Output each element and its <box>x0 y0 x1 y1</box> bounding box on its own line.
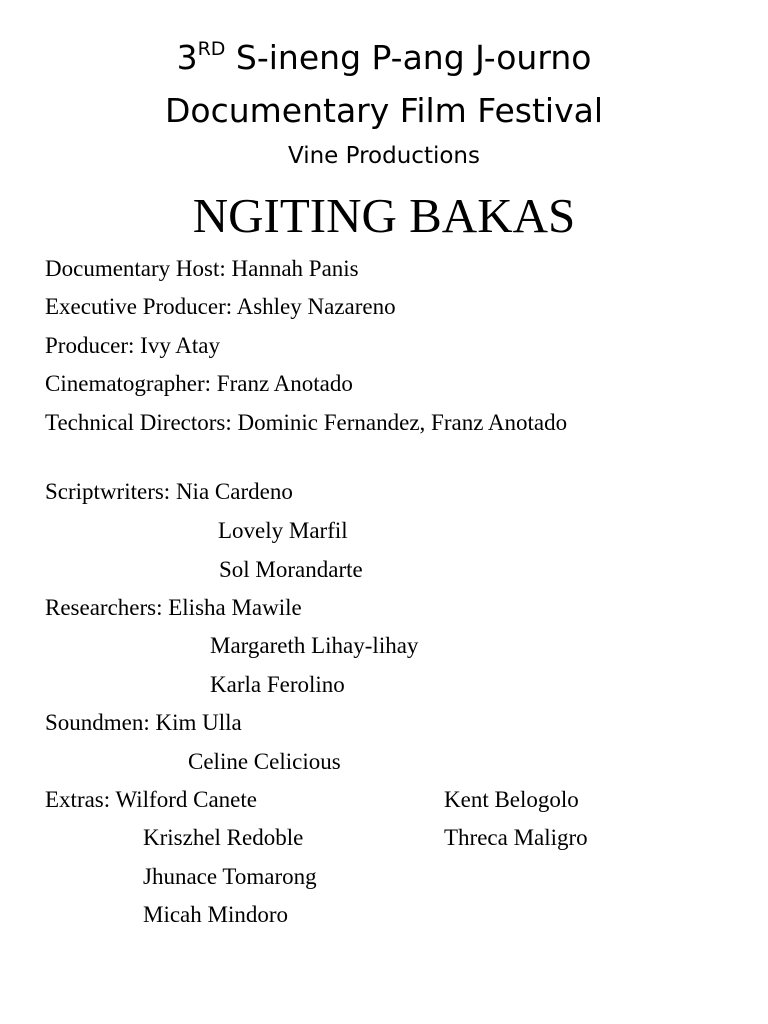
credit-technical-directors: Technical Directors: Dominic Fernandez, Franz Anotado <box>45 410 568 435</box>
credit-researcher: Margareth Lihay-lihay <box>210 633 419 658</box>
credit-extra: Kriszhel Redoble <box>143 825 304 850</box>
festival-title-line-1 <box>0 38 768 83</box>
credit-extra: Jhunace Tomarong <box>143 864 317 889</box>
production-company: Vine Productions <box>287 143 480 169</box>
credit-extra: Micah Mindoro <box>143 902 289 927</box>
credit-extra: Kent Belogolo <box>444 787 579 812</box>
credit-soundman: Celine Celicious <box>188 749 341 774</box>
festival-ordinal: 3 <box>176 38 198 77</box>
credit-cinematographer: Cinematographer: Franz Anotado <box>45 371 353 396</box>
credit-scriptwriter: Scriptwriters: Nia Cardeno <box>45 479 293 504</box>
festival-ordinal-suffix: RD <box>197 38 226 60</box>
credit-producer: Producer: Ivy Atay <box>45 333 221 358</box>
credit-documentary-host: Documentary Host: Hannah Panis <box>45 256 359 281</box>
film-title: NGITING BAKAS <box>192 188 576 243</box>
credit-scriptwriter: Sol Morandarte <box>219 557 363 582</box>
credit-soundman: Soundmen: Kim Ulla <box>45 710 242 735</box>
credit-extra: Extras: Wilford Canete <box>45 787 257 812</box>
credit-extra: Threca Maligro <box>444 825 588 850</box>
credit-executive-producer: Executive Producer: Ashley Nazareno <box>45 294 396 319</box>
credit-scriptwriter: Lovely Marfil <box>218 518 348 543</box>
festival-name: S-ineng P-ang J-ourno <box>235 38 592 77</box>
credit-researcher: Karla Ferolino <box>210 672 345 697</box>
festival-type: Documentary Film Festival <box>164 91 604 130</box>
credit-researcher: Researchers: Elisha Mawile <box>45 595 302 620</box>
